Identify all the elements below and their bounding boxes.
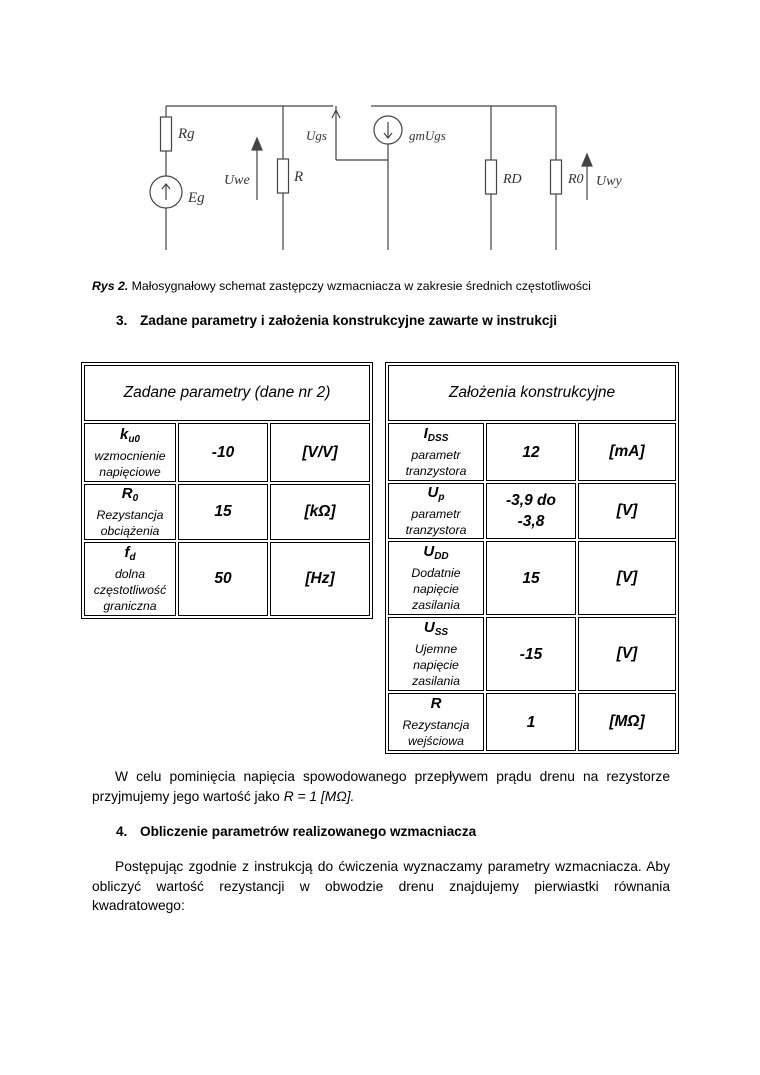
section-4-title: Obliczenie parametrów realizowanego wzmacniacza <box>140 824 477 839</box>
param-unit: [V] <box>578 483 676 539</box>
table-row <box>388 483 676 539</box>
param-value: -3,9 do -3,8 <box>486 483 576 539</box>
param-desc-line: tranzystora <box>405 464 467 478</box>
param-symbol: $U_{DD}$ <box>423 543 449 562</box>
param-value: -10 <box>178 423 268 482</box>
table-row <box>388 617 676 691</box>
param-desc-line: Rezystancja <box>96 508 164 522</box>
param-cell <box>388 483 484 539</box>
formula-r: R = 1 [MΩ]. <box>283 788 355 804</box>
param-symbol: $U_p$ <box>427 484 445 503</box>
param-symbol: R <box>430 695 442 712</box>
table-row <box>388 423 676 481</box>
param-cell <box>388 693 484 751</box>
param-desc-line: częstotliwość <box>93 583 167 597</box>
section-3-heading <box>116 313 557 328</box>
param-cell <box>388 617 484 691</box>
param-desc-line: wzmocnienie <box>94 448 166 463</box>
param-desc-line: napięcie <box>413 582 459 596</box>
param-unit: [V] <box>578 541 676 615</box>
table-row <box>84 542 370 616</box>
param-unit: [Hz] <box>270 542 370 616</box>
section-3-title: Zadane parametry i założenia konstrukcyjne zawarte w instrukcji <box>140 313 558 328</box>
param-unit: [V/V] <box>270 423 370 482</box>
design-assumptions-table <box>385 362 679 754</box>
param-desc-line: Dodatnie <box>411 566 461 580</box>
table-row <box>84 423 370 482</box>
param-value: 12 <box>486 423 576 481</box>
label-ugs: Ugs <box>306 128 327 143</box>
caption-label: Rys 2. <box>92 279 129 293</box>
design-table-header: Założenia konstrukcyjne <box>388 365 676 421</box>
figure-caption <box>92 279 591 293</box>
param-symbol: $I_{DSS}$ <box>423 425 449 444</box>
param-desc-line: obciążenia <box>100 524 160 538</box>
param-desc-line: wejściowa <box>407 734 465 748</box>
param-cell <box>84 484 176 540</box>
param-desc-line: zasilania <box>412 674 460 688</box>
param-desc-line: napięciowe <box>99 464 161 479</box>
param-value: -15 <box>486 617 576 691</box>
table-row <box>388 693 676 751</box>
param-unit: [mA] <box>578 423 676 481</box>
label-gm-ugs: gmUgs <box>409 128 446 143</box>
label-uwe: Uwe <box>224 173 250 188</box>
table-row <box>388 541 676 615</box>
param-desc-line: parametr <box>411 448 461 462</box>
param-desc-line: napięcie <box>413 658 459 672</box>
param-desc-line: Ujemne <box>414 642 458 656</box>
section-3-number: 3. <box>116 313 128 328</box>
label-rd: RD <box>503 172 522 187</box>
caption-text: Małosygnałowy schemat zastępczy wzmacniacza w zakresie średnich częstotliwości <box>131 279 591 293</box>
param-unit: [kΩ] <box>270 484 370 540</box>
param-desc-line: dolna <box>114 567 146 581</box>
param-unit: [MΩ] <box>578 693 676 751</box>
param-cell <box>84 542 176 616</box>
param-symbol: $R_0$ <box>121 485 139 504</box>
label-uwy: Uwy <box>596 174 622 189</box>
given-parameters-table <box>81 362 373 619</box>
param-unit: [V] <box>578 617 676 691</box>
table-row <box>84 484 370 540</box>
param-cell <box>388 541 484 615</box>
label-r0: R0 <box>568 172 584 187</box>
param-symbol: $U_{SS}$ <box>423 619 449 638</box>
label-eg: Eg <box>188 190 205 206</box>
param-desc-line: Rezystancja <box>402 718 470 732</box>
param-cell <box>388 423 484 481</box>
param-value: 50 <box>178 542 268 616</box>
param-desc-line: tranzystora <box>405 523 467 537</box>
label-rg: Rg <box>178 126 195 142</box>
param-value: 1 <box>486 693 576 751</box>
param-value: 15 <box>178 484 268 540</box>
param-cell <box>84 423 176 482</box>
section-4-number: 4. <box>116 824 128 839</box>
label-r: R <box>294 169 304 185</box>
section-4-heading <box>116 824 476 839</box>
small-signal-schematic <box>130 96 630 256</box>
param-symbol: $k_{u0}$ <box>119 425 140 445</box>
param-desc-line: graniczna <box>103 599 157 613</box>
given-table-header: Zadane parametry (dane nr 2) <box>84 365 370 421</box>
param-value: 15 <box>486 541 576 615</box>
param-symbol: $f_d$ <box>124 544 136 563</box>
param-desc-line: parametr <box>411 507 461 521</box>
paragraph-calculation-intro: Postępując zgodnie z instrukcją do ćwiczenia wyznaczamy parametry wzmacniacza. Aby obliczyć wartość rezystancji w obwodzie drenu znajdujemy pierwiastki równania kwadratowego: <box>92 859 670 913</box>
param-desc-line: zasilania <box>412 598 460 612</box>
paragraph-resistor-choice: W celu pominięcia napięcia spowodowanego przepływem prądu drenu na rezystorze przyjmujemy jego wartość jako R = 1 [MΩ]. <box>92 769 670 804</box>
